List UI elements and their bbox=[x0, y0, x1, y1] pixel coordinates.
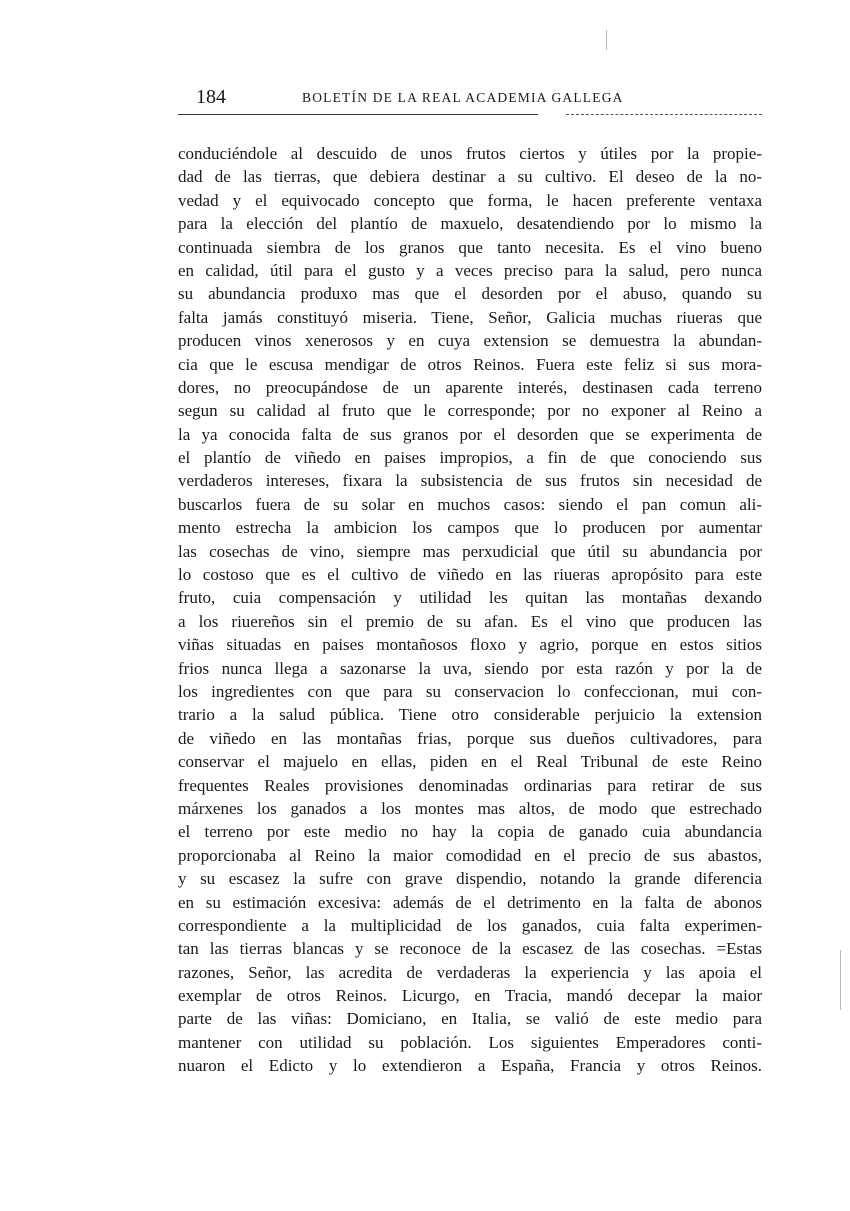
text-line: viñas situadas en paises montañosos floxo y agrio, porque en estos sitios bbox=[178, 635, 762, 655]
text-line: conservar el majuelo en ellas, piden en el Real Tribunal de este Reino bbox=[178, 752, 762, 772]
scan-speck bbox=[840, 950, 841, 1010]
text-line: proporcionaba al Reino la maior comodidad en el precio de sus abastos, bbox=[178, 845, 762, 865]
text-line: la ya conocida falta de sus granos por el desorden que se experimenta de bbox=[178, 424, 762, 444]
text-line: buscarlos fuera de su solar en muchos casos: siendo el pan comun ali- bbox=[178, 494, 762, 514]
running-title: BOLETÍN DE LA REAL ACADEMIA GALLEGA bbox=[302, 90, 624, 105]
text-line: en su estimación excesiva: además de el detrimento en la falta de abonos bbox=[178, 892, 762, 912]
text-line: fruto, cuia compensación y utilidad les quitan las montañas dexando bbox=[178, 588, 762, 608]
text-line: producen vinos xenerosos y en cuya extension se demuestra la abundan- bbox=[178, 331, 762, 351]
page-number: 184 bbox=[196, 86, 226, 108]
text-line: mento estrecha la ambicion los campos que lo producen por aumentar bbox=[178, 518, 762, 538]
text-line: el terreno por este medio no hay la copia de ganado cuia abundancia bbox=[178, 822, 762, 842]
text-line: verdaderos intereses, fixara la subsistencia de sus frutos sin necesidad de bbox=[178, 471, 762, 491]
text-line: correspondiente a la multiplicidad de los ganados, cuia falta experimen- bbox=[178, 915, 762, 935]
text-line: vedad y el equivocado concepto que forma, le hacen preferente ventaxa bbox=[178, 190, 762, 210]
body-text bbox=[178, 142, 762, 1078]
text-line: exemplar de otros Reinos. Licurgo, en Tracia, mandó decepar la maior bbox=[178, 986, 762, 1006]
text-line: cia que le escusa mendigar de otros Reinos. Fuera este feliz si sus mora- bbox=[178, 354, 762, 374]
text-line: nuaron el Edicto y lo extendieron a España, Francia y otros Reinos. bbox=[178, 1056, 762, 1076]
text-line: y su escasez la sufre con grave dispendio, notando la grande diferencia bbox=[178, 869, 762, 889]
text-line: el plantío de viñedo en paises impropios, a fin de que conociendo sus bbox=[178, 448, 762, 468]
text-line: lo costoso que es el cultivo de viñedo en las riueras apropósito para este bbox=[178, 565, 762, 585]
text-line: dores, no preocupándose de un aparente interés, destinasen cada terreno bbox=[178, 377, 762, 397]
text-line: segun su calidad al fruto que le corresponde; por no exponer al Reino a bbox=[178, 401, 762, 421]
text-line: conduciéndole al descuido de unos frutos ciertos y útiles por la propie- bbox=[178, 144, 762, 163]
text-line: frios nunca llega a sazonarse la uva, siendo por esta razón y por la de bbox=[178, 658, 762, 678]
text-line: márxenes los ganados a los montes mas altos, de modo que estrechado bbox=[178, 798, 762, 818]
text-line: para la elección del plantío de maxuelo, desatendiendo por lo mismo la bbox=[178, 214, 762, 234]
text-line: razones, Señor, las acredita de verdaderas la experiencia y las apoia el bbox=[178, 962, 762, 982]
text-line: trario a la salud pública. Tiene otro considerable perjuicio la extension bbox=[178, 705, 762, 725]
text-line: mantener con utilidad su población. Los siguientes Emperadores conti- bbox=[178, 1032, 762, 1052]
header-rule-faint bbox=[566, 114, 762, 115]
text-line: tan las tierras blancas y se reconoce de la escasez de las cosechas. =Estas bbox=[178, 939, 762, 959]
text-line: de viñedo en las montañas frias, porque sus dueños cultivadores, para bbox=[178, 728, 762, 748]
scan-speck bbox=[606, 30, 607, 50]
text-line: falta jamás constituyó miseria. Tiene, Señor, Galicia muchas riueras que bbox=[178, 307, 762, 327]
text-line: dad de las tierras, que debiera destinar a su cultivo. El deseo de la no- bbox=[178, 167, 762, 187]
text-line: a los riuereños sin el premio de su afan. Es el vino que producen las bbox=[178, 611, 762, 631]
text-line: las cosechas de vino, siempre mas perxudicial que útil su abundancia por bbox=[178, 541, 762, 561]
text-line: continuada siembra de los granos que tanto necesita. Es el vino bueno bbox=[178, 237, 762, 257]
text-line: su abundancia produxo mas que el desorden por el abuso, quando su bbox=[178, 284, 762, 304]
text-line: parte de las viñas: Domiciano, en Italia, se valió de este medio para bbox=[178, 1009, 762, 1029]
text-line: en calidad, útil para el gusto y a veces preciso para la salud, pero nunca bbox=[178, 260, 762, 280]
header-rule bbox=[178, 114, 538, 115]
text-line: frequentes Reales provisiones denominadas ordinarias para retirar de sus bbox=[178, 775, 762, 795]
text-line: los ingredientes con que para su conservacion lo confeccionan, mui con- bbox=[178, 681, 762, 701]
